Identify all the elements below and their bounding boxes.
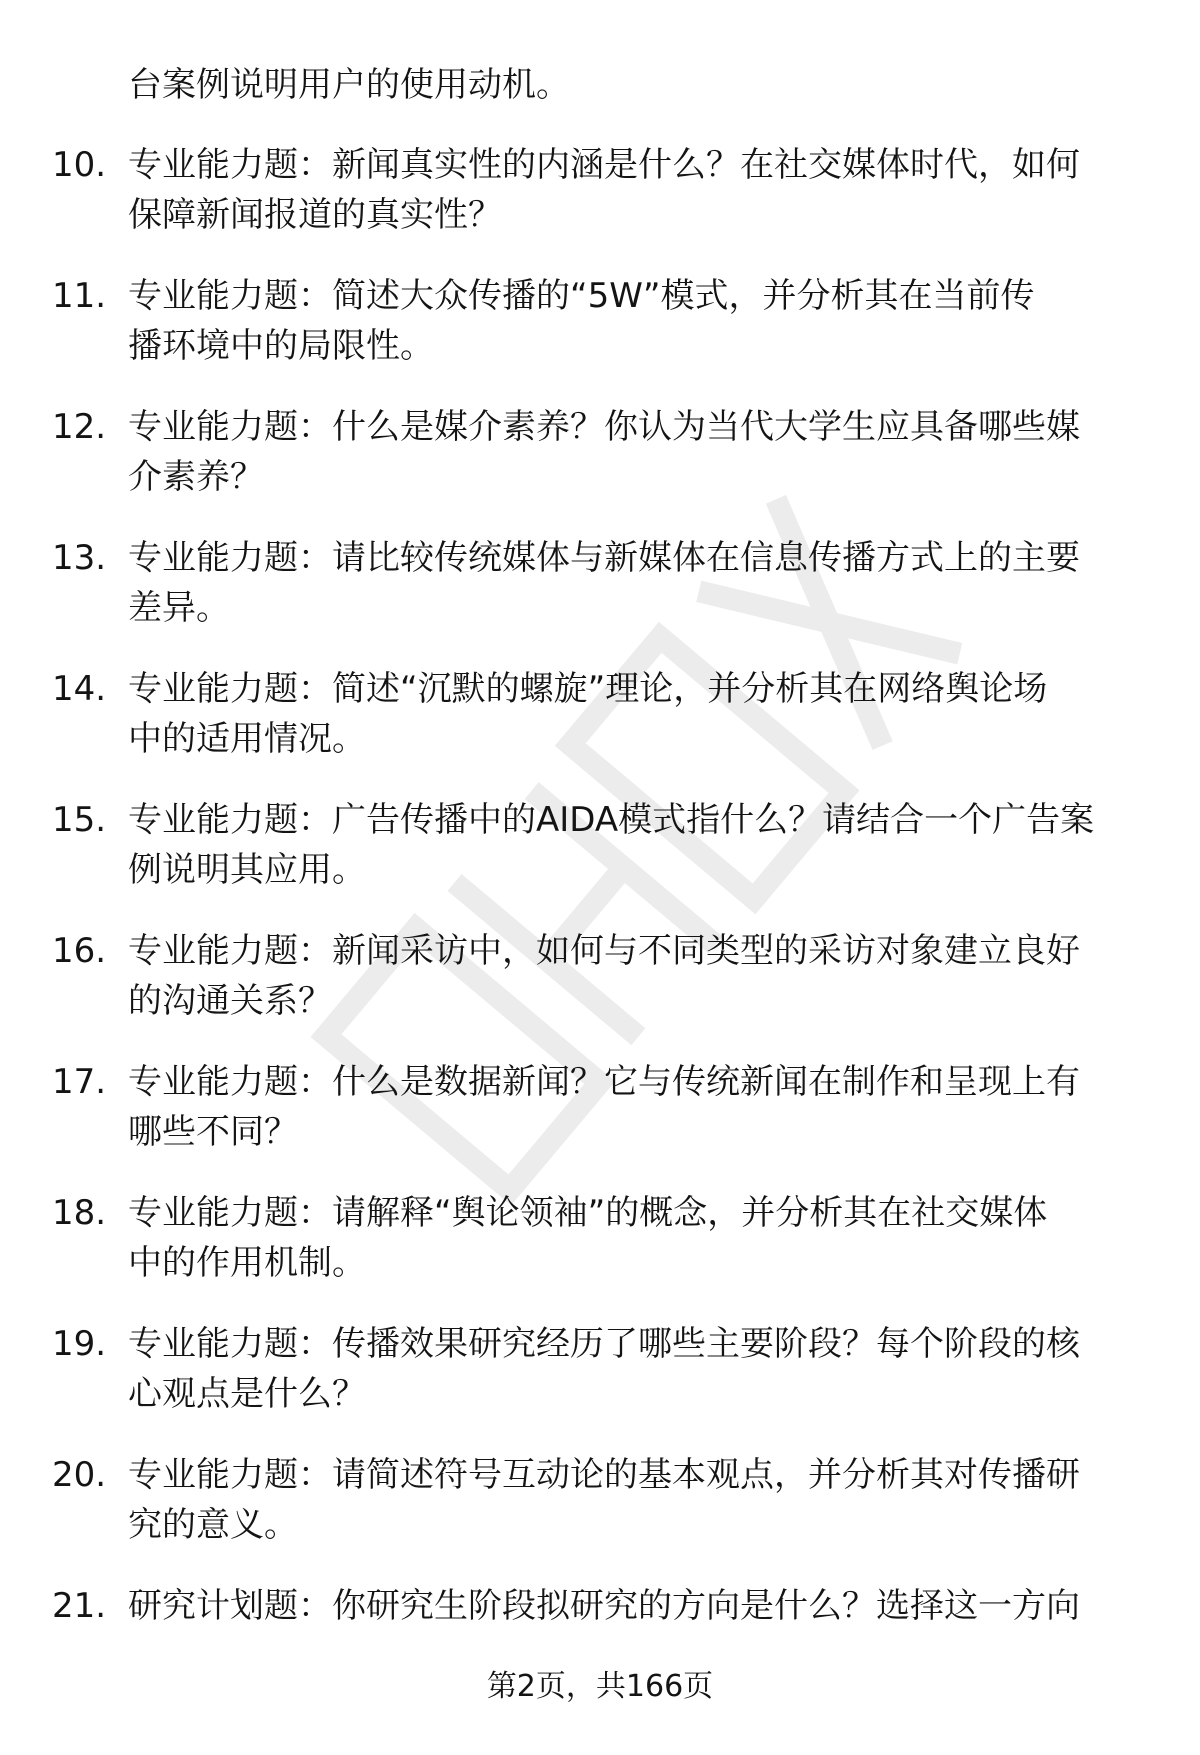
- question-item: [0, 1057, 1200, 1188]
- question-text-line: 专业能力题：请简述符号互动论的基本观点，并分析其对传播研: [128, 1455, 1080, 1495]
- question-text-line: 专业能力题：新闻真实性的内涵是什么？在社交媒体时代，如何: [128, 145, 1080, 185]
- question-text-line: 的沟通关系？: [128, 981, 332, 1021]
- question-text: [128, 1581, 1158, 1631]
- question-text: [128, 664, 1158, 764]
- question-number: 18.: [52, 1193, 107, 1233]
- question-text-line: 中的适用情况。: [128, 719, 366, 759]
- continuation-text: 台案例说明用户的使用动机。: [128, 65, 570, 105]
- question-number: 14.: [52, 669, 107, 709]
- question-item: [0, 795, 1200, 926]
- question-text-line: 专业能力题：请比较传统媒体与新媒体在信息传播方式上的主要: [128, 538, 1080, 578]
- question-text-line: 介素养？: [128, 457, 264, 497]
- question-text-line: 心观点是什么？: [128, 1374, 366, 1414]
- page-footer: 第2页，共166页: [486, 1669, 714, 1704]
- question-text-line: 研究计划题：你研究生阶段拟研究的方向是什么？选择这一方向: [128, 1586, 1080, 1626]
- question-text-line: 播环境中的局限性。: [128, 326, 434, 366]
- question-text-line: 专业能力题：新闻采访中，如何与不同类型的采访对象建立良好: [128, 931, 1080, 971]
- question-text-line: 差异。: [128, 588, 230, 628]
- question-item: [0, 140, 1200, 271]
- question-number: 17.: [52, 1062, 107, 1102]
- question-text-line: 专业能力题：简述大众传播的“5W”模式，并分析其在当前传: [128, 276, 1035, 316]
- question-text-line: 究的意义。: [128, 1505, 298, 1545]
- question-text: [128, 402, 1158, 502]
- question-number: 16.: [52, 931, 107, 971]
- question-number: 11.: [52, 276, 107, 316]
- question-text: [128, 1188, 1158, 1288]
- question-text: [128, 271, 1158, 371]
- question-list: [0, 140, 1200, 1712]
- question-item: [0, 1188, 1200, 1319]
- question-number: 19.: [52, 1324, 107, 1364]
- question-number: 10.: [52, 145, 107, 185]
- question-text-line: 专业能力题：传播效果研究经历了哪些主要阶段？每个阶段的核: [128, 1324, 1080, 1364]
- question-number: 20.: [52, 1455, 107, 1495]
- question-text-line: 例说明其应用。: [128, 850, 366, 890]
- question-text-line: 专业能力题：简述“沉默的螺旋”理论，并分析其在网络舆论场: [128, 669, 1048, 709]
- question-text-line: 专业能力题：什么是数据新闻？它与传统新闻在制作和呈现上有: [128, 1062, 1080, 1102]
- question-text-line: 保障新闻报道的真实性？: [128, 195, 502, 235]
- question-item: [0, 402, 1200, 533]
- question-text-line: 专业能力题：广告传播中的AIDA模式指什么？请结合一个广告案: [128, 800, 1095, 840]
- question-text: [128, 140, 1158, 240]
- question-text: [128, 795, 1158, 895]
- question-number: 15.: [52, 800, 107, 840]
- question-number: 21.: [52, 1586, 107, 1626]
- question-text: [128, 533, 1158, 633]
- question-text-line: 专业能力题：什么是媒介素养？你认为当代大学生应具备哪些媒: [128, 407, 1080, 447]
- question-text: [128, 1450, 1158, 1550]
- question-number: 13.: [52, 538, 107, 578]
- question-item: [0, 271, 1200, 402]
- question-item: [0, 1450, 1200, 1581]
- question-text-line: 中的作用机制。: [128, 1243, 366, 1283]
- question-item: [0, 664, 1200, 795]
- question-number: 12.: [52, 407, 107, 447]
- question-text-line: 专业能力题：请解释“舆论领袖”的概念，并分析其在社交媒体: [128, 1193, 1048, 1233]
- question-text-line: 哪些不同？: [128, 1112, 298, 1152]
- question-item: [0, 533, 1200, 664]
- question-text: [128, 1057, 1158, 1157]
- question-item: [0, 926, 1200, 1057]
- question-text: [128, 926, 1158, 1026]
- question-item: [0, 1319, 1200, 1450]
- question-text: [128, 1319, 1158, 1419]
